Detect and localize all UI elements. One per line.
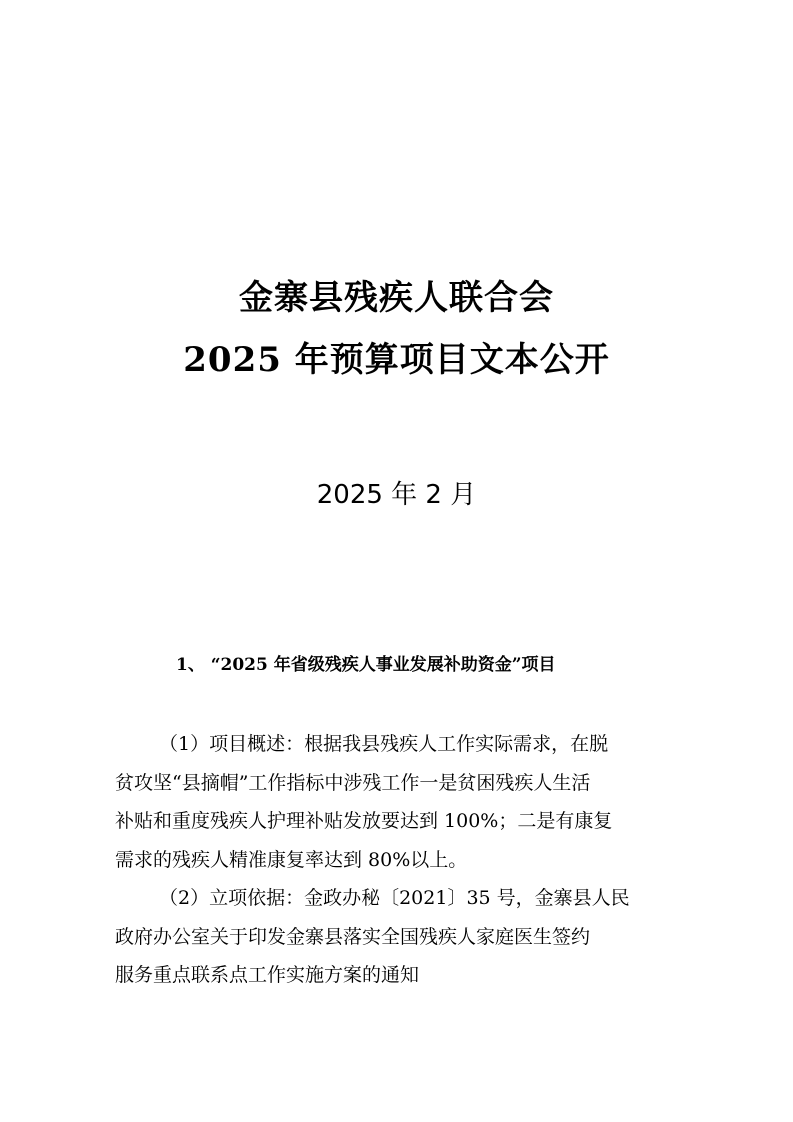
paragraph-project-overview [115,725,681,879]
section-heading: 1、 “2025 年省级残疾人事业发展补助资金”项目 [176,655,556,675]
paragraph-line: 服务重点联系点工作实施方案的通知 [115,964,420,986]
document-date: 2025 年 2 月 [316,480,477,510]
paragraph-line: 贫攻坚“县摘帽”工作指标中涉残工作一是贫困残疾人生活 [115,771,591,794]
document-title-line-2: 2025 年预算项目文本公开 [183,340,610,380]
paragraph-line: （1）项目概述：根据我县残疾人工作实际需求，在脱 [159,733,609,755]
paragraph-line: （2）立项依据：金政办秘〔2021〕35 号，金寨县人民 [159,887,630,909]
paragraph-line: 政府办公室关于印发金寨县落实全国残疾人家庭医生签约 [115,925,591,948]
paragraph-line: 补贴和重度残疾人护理补贴发放要达到 100%；二是有康复 [115,810,613,832]
paragraph-line: 需求的残疾人精准康复率达到 80%以上。 [115,848,468,871]
paragraph-project-basis [115,879,681,995]
document-title-line-1: 金寨县残疾人联合会 [239,278,554,318]
